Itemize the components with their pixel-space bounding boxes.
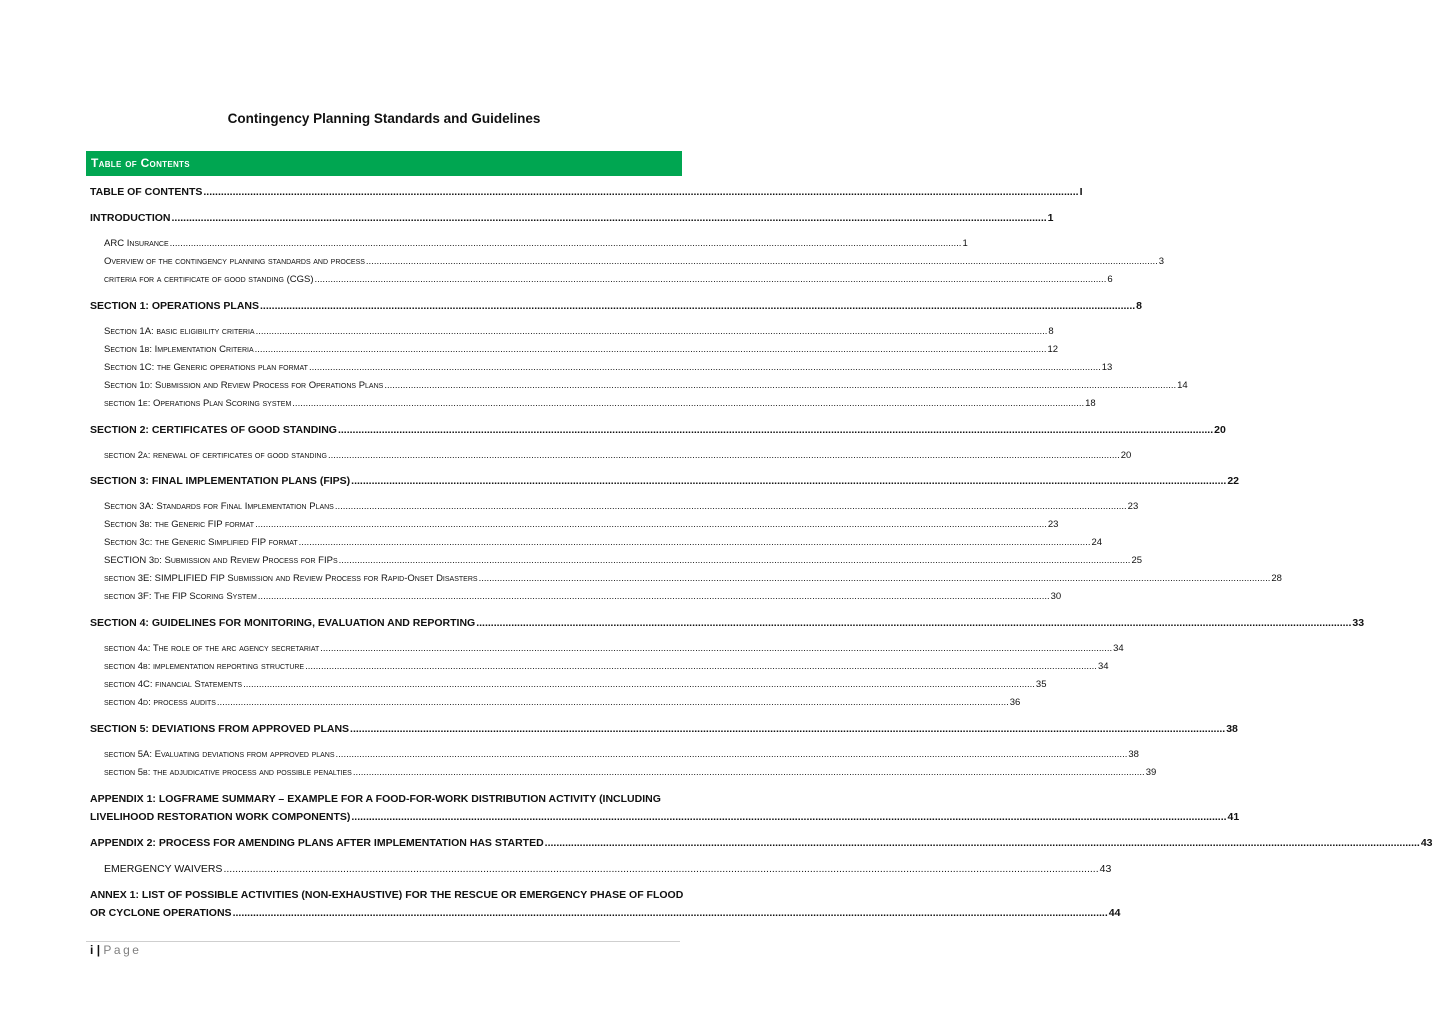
- toc-entry-appendix-2[interactable]: APPENDIX 2: PROCESS FOR AMENDING PLANS AFTER IMPLEMENTATION HAS STARTED ............................................................................................................................................................................................................................................................................................................ 43: [90, 837, 1433, 849]
- toc-entry-section-5a[interactable]: section 5A: Evaluating deviations from approved plans ............................................................................................................................................................................................................................................................................................................ 38: [104, 749, 1139, 760]
- toc-entry-section-1a[interactable]: Section 1A: basic eligibility criteria ............................................................................................................................................................................................................................................................................................................ 8: [104, 326, 1054, 337]
- toc-entry-appendix-1-line1[interactable]: APPENDIX 1: LOGFRAME SUMMARY – EXAMPLE FOR A FOOD-FOR-WORK DISTRIBUTION ACTIVITY (INCLUDING: [90, 793, 661, 805]
- footer-page-number: i: [90, 943, 94, 957]
- toc-heading: Table of Contents: [91, 156, 190, 170]
- toc-entry-section-2[interactable]: SECTION 2: CERTIFICATES OF GOOD STANDING ............................................................................................................................................................................................................................................................................................................ 20: [90, 424, 1226, 436]
- toc-entry-annex-1-line1[interactable]: ANNEX 1: LIST OF POSSIBLE ACTIVITIES (NON-EXHAUSTIVE) FOR THE RESCUE OR EMERGENCY PHASE OF FLOOD: [90, 889, 684, 901]
- toc-entry-appendix-1[interactable]: LIVELIHOOD RESTORATION WORK COMPONENTS) ............................................................................................................................................................................................................................................................................................................ 41: [90, 811, 1240, 823]
- toc-entry-section-3d[interactable]: SECTION 3d: Submission and Review Process for FIPs ............................................................................................................................................................................................................................................................................................................ 25: [104, 555, 1143, 566]
- toc-entry-annex-1[interactable]: OR CYCLONE OPERATIONS ............................................................................................................................................................................................................................................................................................................ 44: [90, 907, 1121, 919]
- footer-rule: [86, 941, 680, 942]
- toc-entry-section-4c[interactable]: section 4C: financial Statements ............................................................................................................................................................................................................................................................................................................ 35: [104, 679, 1047, 690]
- toc-entry-section-5b[interactable]: section 5b: the adjudicative process and possible penalties ............................................................................................................................................................................................................................................................................................................ 39: [104, 767, 1157, 778]
- page-title: Contingency Planning Standards and Guidelines: [227, 111, 541, 126]
- toc-entry-section-4b[interactable]: section 4b: implementation reporting structure ............................................................................................................................................................................................................................................................................................................ 34: [104, 661, 1109, 672]
- toc-entry-section-4d[interactable]: section 4d: process audits ............................................................................................................................................................................................................................................................................................................ 36: [104, 697, 1021, 708]
- toc-entry-section-3a[interactable]: Section 3A: Standards for Final Implementation Plans ............................................................................................................................................................................................................................................................................................................ 23: [104, 501, 1139, 512]
- toc-entry-section-4[interactable]: SECTION 4: GUIDELINES FOR MONITORING, EVALUATION AND REPORTING ............................................................................................................................................................................................................................................................................................................ 33: [90, 617, 1365, 629]
- page-footer: [90, 943, 141, 957]
- toc-entry-section-3[interactable]: SECTION 3: FINAL IMPLEMENTATION PLANS (FIPS) ............................................................................................................................................................................................................................................................................................................ 22: [90, 475, 1240, 487]
- toc-entry-arc-insurance[interactable]: ARC Insurance ............................................................................................................................................................................................................................................................................................................ 1: [104, 238, 968, 249]
- footer-separator: |: [96, 943, 101, 957]
- footer-page-label: Page: [103, 943, 142, 957]
- toc-entry-table-of-contents[interactable]: TABLE OF CONTENTS ............................................................................................................................................................................................................................................................................................................ I: [90, 186, 1083, 198]
- toc-entry-introduction[interactable]: INTRODUCTION ............................................................................................................................................................................................................................................................................................................ 1: [90, 212, 1054, 224]
- toc-entry-section-3e[interactable]: section 3E: SIMPLIFIED FIP Submission and Review Process for Rapid-Onset Disasters ............................................................................................................................................................................................................................................................................................................ 28: [104, 573, 1282, 584]
- toc-entry-section-1c[interactable]: Section 1C: the Generic operations plan format ............................................................................................................................................................................................................................................................................................................ 13: [104, 362, 1113, 373]
- toc-entry-section-1[interactable]: SECTION 1: OPERATIONS PLANS ............................................................................................................................................................................................................................................................................................................ 8: [90, 300, 1143, 312]
- toc-entry-section-3c[interactable]: Section 3c: the Generic Simplified FIP format ............................................................................................................................................................................................................................................................................................................ 24: [104, 537, 1103, 548]
- toc-entry-section-4a[interactable]: section 4a: The role of the arc agency secretariat ............................................................................................................................................................................................................................................................................................................ 34: [104, 643, 1124, 654]
- toc-banner: [86, 151, 682, 176]
- toc-entry-section-3b[interactable]: Section 3b: the Generic FIP format ............................................................................................................................................................................................................................................................................................................ 23: [104, 519, 1059, 530]
- toc-entry-section-5[interactable]: SECTION 5: DEVIATIONS FROM APPROVED PLANS ............................................................................................................................................................................................................................................................................................................ 38: [90, 723, 1238, 735]
- toc-entry-section-1d[interactable]: Section 1d: Submission and Review Process for Operations Plans ............................................................................................................................................................................................................................................................................................................ 14: [104, 380, 1188, 391]
- toc-entry-section-2a[interactable]: section 2a: renewal of certificates of good standing ............................................................................................................................................................................................................................................................................................................ 20: [104, 450, 1132, 461]
- toc-entry-overview[interactable]: Overview of the contingency planning standards and process ............................................................................................................................................................................................................................................................................................................ 3: [104, 256, 1165, 267]
- toc-entry-cgs-criteria[interactable]: criteria for a certificate of good standing (CGS) ............................................................................................................................................................................................................................................................................................................ 6: [104, 274, 1113, 285]
- toc-entry-emergency-waivers[interactable]: EMERGENCY WAIVERS ............................................................................................................................................................................................................................................................................................................ 43: [104, 863, 1112, 875]
- toc-entry-section-1b[interactable]: Section 1b: Implementation Criteria ............................................................................................................................................................................................................................................................................................................ 12: [104, 344, 1059, 355]
- toc-entry-section-3f[interactable]: section 3F: The FIP Scoring System ............................................................................................................................................................................................................................................................................................................ 30: [104, 591, 1062, 602]
- toc-entry-section-1e[interactable]: section 1e: Operations Plan Scoring system ............................................................................................................................................................................................................................................................................................................ 18: [104, 398, 1096, 409]
